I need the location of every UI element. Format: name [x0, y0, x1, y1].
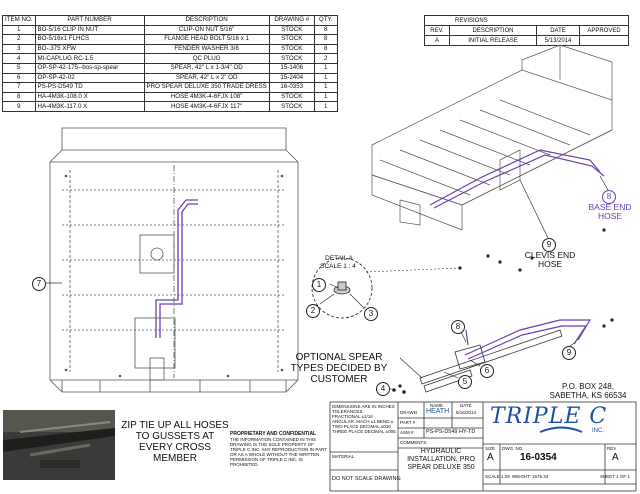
bom-cell: 1 [314, 102, 337, 112]
rev-cell: A [425, 36, 450, 46]
size-value: A [487, 452, 494, 463]
bom-cell: MI-CAPLUG RC-1.5 [35, 54, 144, 64]
proprietary-block [230, 432, 328, 467]
bom-cell: STOCK [269, 54, 314, 64]
isometric-bed [372, 45, 612, 230]
address-line: P.O. BOX 248, [562, 382, 614, 391]
detail-a-title: DETAIL A [325, 255, 353, 262]
drawn-name: HEATH [426, 408, 450, 415]
tolerance-block [332, 404, 398, 434]
drawing-title: HYDRAULIC INSTALLATION, PRO SPEAR DELUXE 350 [407, 448, 475, 471]
callout-8-spear: 8 [451, 320, 465, 334]
callout-5: 5 [458, 375, 472, 389]
tolerance-line: TWO PLACE DECIMAL ±010 [332, 424, 391, 429]
bom-cell: 9 [3, 102, 36, 112]
bom-cell: 3 [3, 44, 36, 54]
callout-6: 6 [480, 364, 494, 378]
rev-cell: 5/13/2014 [537, 36, 580, 46]
drawn-date: 5/16/2014 [456, 410, 477, 415]
bom-cell: SPEAR, 42" L x 2" OD [144, 73, 269, 83]
proprietary-text: THE INFORMATION CONTAINED IN THIS DRAWING IS THE SOLE PROPERTY OF TRIPLE C INC. ANY REPRODUCTION IN PART OR AS A WHOLE WITHOUT THE WRITTEN PERMISSION OF TRIPLE C INC. IS PROHIBITED. [230, 437, 327, 467]
tolerance-line: THREE PLACE DECIMAL ±005 [332, 429, 396, 434]
detail-a-parts [334, 282, 350, 294]
bom-cell: 1 [314, 83, 337, 93]
dwg-number-value: 16-0354 [520, 452, 557, 463]
bom-cell: FLANGE HEAD BOLT 5/16 x 1 [144, 35, 269, 45]
address-line: SABETHA, KS 66534 [549, 391, 627, 400]
bom-cell: 8 [3, 92, 36, 102]
bom-cell: 5 [3, 63, 36, 73]
bom-cell: STOCK [269, 44, 314, 54]
callout-7: 7 [32, 277, 46, 291]
bom-header: DESCRIPTION [144, 16, 269, 26]
revisions-title: REVISIONS [425, 16, 629, 26]
scale-value: SCALE 1:29 [485, 474, 510, 479]
bom-cell: STOCK [269, 102, 314, 112]
bom-cell: FENDER WASHER 3/8 [144, 44, 269, 54]
weight-value: WEIGHT: 1575.34 [512, 474, 549, 479]
callout-4: 4 [376, 382, 390, 396]
bom-cell: 1 [314, 73, 337, 83]
bom-cell: HA-4M3K-108.0 X [35, 92, 144, 102]
plan-view-bed [50, 128, 298, 392]
tolerance-line: DIMENSIONS ARE IN INCHES [332, 404, 395, 409]
rev-value: A [612, 452, 619, 463]
rev-header: DESCRIPTION [450, 26, 537, 36]
bom-cell: CLIP-ON NUT 5/16" [144, 25, 269, 35]
bom-cell: PRO SPEAR DELUXE 350 TRADE DRESS [144, 83, 269, 93]
bom-header: QTY. [314, 16, 337, 26]
bom-cell: PS-PS-D549 TD [35, 83, 144, 93]
rev-header: APPROVED [580, 26, 629, 36]
name-header: NAME [430, 403, 444, 408]
callout-9-spear: 9 [562, 346, 576, 360]
bom-cell: 2 [3, 35, 36, 45]
bom-cell: BO-.375 XFW [35, 44, 144, 54]
bom-cell: 4 [3, 54, 36, 64]
bom-cell: 15-1406 [269, 63, 314, 73]
bom-cell: QC PLUG [144, 54, 269, 64]
callout-2: 2 [306, 304, 320, 318]
plan-view-hoses [156, 200, 198, 338]
bom-header: DRAWING # [269, 16, 314, 26]
date-header: DATE [460, 403, 472, 408]
rev-header: DATE [537, 26, 580, 36]
bom-cell: STOCK [269, 92, 314, 102]
part-number-label: PART # [400, 420, 416, 425]
asm-number-label: ASM # [400, 430, 414, 435]
bom-cell: 1 [3, 25, 36, 35]
bom-cell: OP-SP-42-02 [35, 73, 144, 83]
bom-cell: 6 [3, 73, 36, 83]
bom-cell: HOSE 4M3K-4-6FJX 108" [144, 92, 269, 102]
asm-number-value: PS-PS-D549 HY-TD [426, 429, 476, 435]
optional-spear-note: OPTIONAL SPEAR TYPES DECIDED BY CUSTOMER [290, 352, 388, 385]
callout-3: 3 [364, 307, 378, 321]
no-scale-note: DO NOT SCALE DRAWING [332, 476, 401, 482]
bom-cell: BO-5/16 CLIP IN NUT [35, 25, 144, 35]
bom-cell: 8 [314, 25, 337, 35]
isometric-hoses [430, 150, 604, 208]
bom-cell: 1 [314, 92, 337, 102]
proprietary-title: PROPRIETARY AND CONFIDENTIAL [230, 431, 317, 437]
bom-cell: STOCK [269, 35, 314, 45]
address-block [540, 382, 636, 400]
clevis-end-hose-label: CLEVIS END HOSE [524, 250, 576, 269]
bom-cell: 16-0353 [269, 83, 314, 93]
rev-header: REV [607, 446, 617, 451]
bom-cell: OP-SP-42-175--bos-sp-spear [35, 63, 144, 73]
bom-header: ITEM NO. [3, 16, 36, 26]
tolerance-line: TOLERANCES: [332, 409, 364, 414]
rev-cell: INITIAL RELEASE [450, 36, 537, 46]
tolerance-line: ANGULAR: MACH ±1 BEND ± [332, 419, 394, 424]
bom-cell: 8 [314, 35, 337, 45]
bom-cell: BO-5/16x1 FLHCS [35, 35, 144, 45]
material-label: MATERIAL [332, 454, 355, 459]
tolerance-line: FRACTIONAL ±1/16 [332, 414, 373, 419]
zip-tie-note: ZIP TIE UP ALL HOSES TO GUSSETS AT EVERY CROSS MEMBER [121, 420, 229, 464]
drawn-label: DRAWN [400, 410, 417, 415]
company-logo-sub: INC. [592, 428, 604, 434]
bom-cell: 15-2404 [269, 73, 314, 83]
sheet-value: SHEET 1 OF 1 [600, 474, 630, 479]
callout-8-iso: 8 [602, 190, 616, 204]
company-logo-text: TRIPLE C [490, 404, 608, 429]
bom-cell: 7 [3, 83, 36, 93]
bom-cell: 1 [314, 63, 337, 73]
rev-header: REV. [425, 26, 450, 36]
callout-1: 1 [312, 278, 326, 292]
dwg-number-header: DWG. NO. [502, 446, 524, 451]
base-end-hose-label: BASE END HOSE [588, 202, 632, 221]
detail-a-scale: SCALE 1 : 4 [320, 263, 356, 270]
bom-cell: 8 [314, 44, 337, 54]
zip-tie-photo [3, 410, 115, 480]
bom-cell: SPEAR, 42" L x 1-3/4" OD [144, 63, 269, 73]
callout-9-iso: 9 [542, 238, 556, 252]
comments-label: COMMENTS: [400, 440, 428, 445]
bom-header: PART NUMBER [35, 16, 144, 26]
bom-cell: HA-4M3K-117.0 X [35, 102, 144, 112]
size-header: SIZE [485, 446, 496, 451]
bom-cell: HOSE 4M3K-4-6FJX 117" [144, 102, 269, 112]
bom-cell: STOCK [269, 25, 314, 35]
bom-cell: 2 [314, 54, 337, 64]
